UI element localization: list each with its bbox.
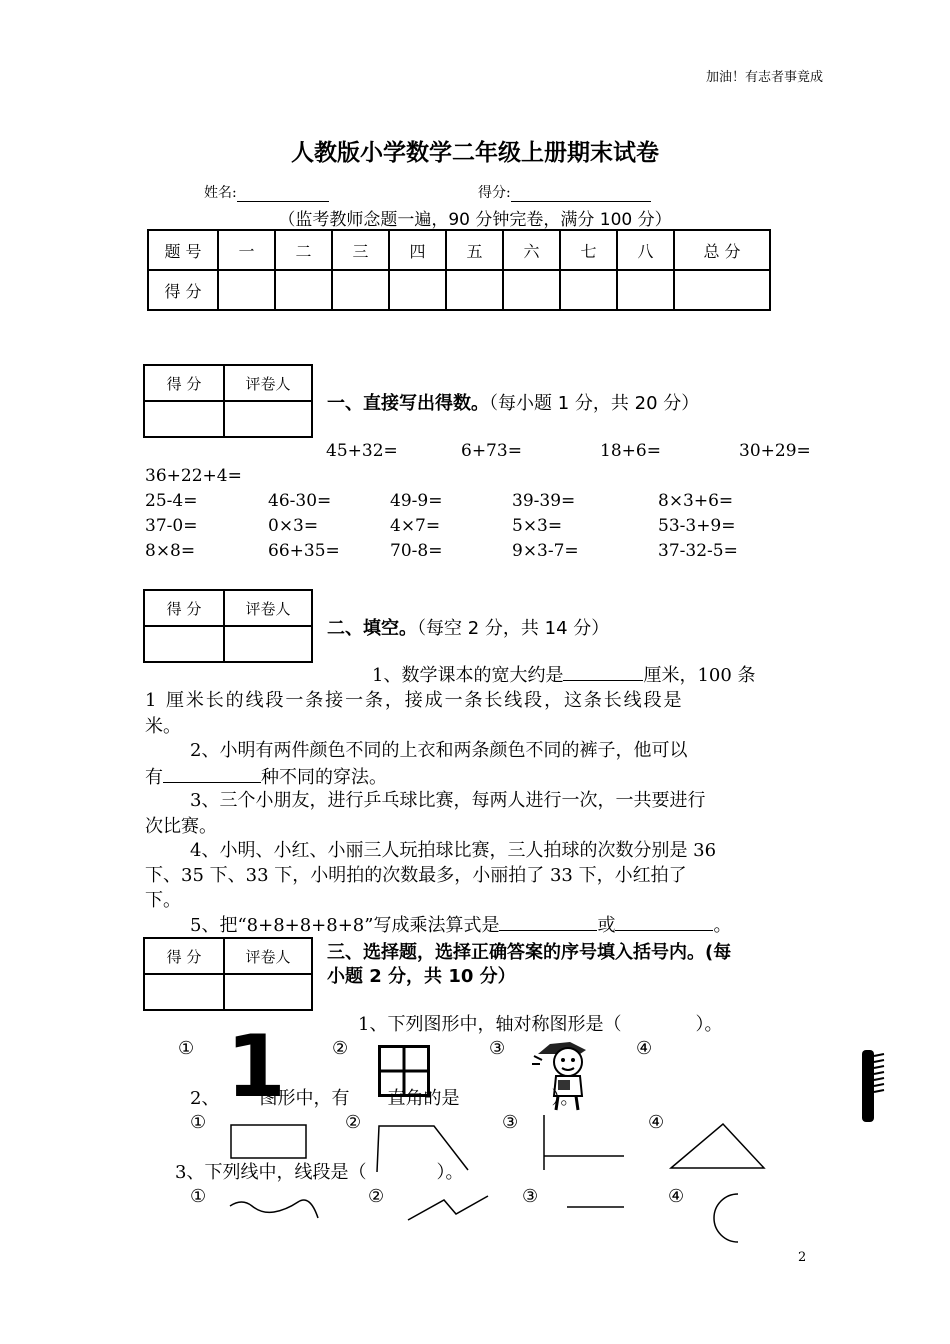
- grader-box: [143, 589, 313, 663]
- motto: 加油！有志者事竟成: [706, 70, 824, 85]
- q4-line1: 4、小明、小红、小丽三人玩拍球比赛，三人拍球的次数分别是 36: [190, 840, 717, 861]
- option-2[interactable]: ②: [368, 1186, 385, 1207]
- grader-name-cell[interactable]: [224, 401, 312, 437]
- option-1[interactable]: ①: [190, 1186, 207, 1207]
- s3-q2-text: 2、: [190, 1088, 220, 1109]
- arc-line: [708, 1192, 742, 1246]
- section2-points: （每空 2 分，共 14 分）: [417, 618, 610, 639]
- option-3[interactable]: ③: [522, 1186, 539, 1207]
- s3-q3: [175, 1160, 463, 1186]
- q5-text: 5、把“8+8+8+8+8”写成乘法算式是: [190, 915, 500, 936]
- section3-title-line2: 小题 2 分，共 10 分）: [327, 966, 516, 987]
- s3-q1-end: ）。: [695, 1014, 723, 1035]
- s3-q2-text: 直角的是: [387, 1088, 460, 1109]
- answer-blank[interactable]: [615, 912, 713, 931]
- calc-item: 49-9=: [390, 491, 443, 511]
- option-4[interactable]: ④: [668, 1186, 685, 1207]
- q2-line1: 2、小明有两件颜色不同的上衣和两条颜色不同的裤子，他可以: [190, 740, 688, 761]
- calc-item: 36+22+4=: [145, 466, 242, 486]
- name-field: [204, 182, 329, 202]
- grader-score-cell[interactable]: [144, 401, 224, 437]
- score-cell[interactable]: [617, 270, 674, 310]
- header-cell: 七: [560, 230, 617, 270]
- option-2[interactable]: ②: [345, 1112, 362, 1133]
- calc-item: 8×3+6=: [658, 491, 734, 511]
- q1-line1: [372, 662, 756, 689]
- option-3[interactable]: ③: [489, 1038, 506, 1059]
- score-table: [147, 229, 771, 311]
- section1-heading: 一、直接写出得数。: [327, 393, 489, 414]
- calc-item: 37-0=: [145, 516, 198, 536]
- grader-name-cell[interactable]: [224, 626, 312, 662]
- q2-text: 种不同的穿法。: [261, 767, 387, 788]
- s3-q1-text: 1、下列图形中，轴对称图形是（: [358, 1014, 622, 1035]
- calc-item: 30+29=: [739, 441, 811, 461]
- q4-line3: 下。: [145, 890, 181, 911]
- grader-box: [143, 364, 313, 438]
- score-table-row: [148, 270, 770, 310]
- answer-blank[interactable]: [163, 764, 261, 783]
- name-label: 姓名:: [204, 185, 237, 201]
- calc-item: 9×3-7=: [512, 541, 579, 561]
- rectangle-shape: [230, 1124, 308, 1160]
- s3-q2-end: ）。: [551, 1088, 579, 1109]
- q1-text: 厘米，100 条: [643, 665, 756, 686]
- answer-blank[interactable]: [563, 662, 643, 681]
- q3-line1: 3、三个小朋友，进行乒乓球比赛，每两人进行一次，一共要进行: [190, 790, 706, 811]
- calc-item: 4×7=: [390, 516, 441, 536]
- score-label: 得分:: [478, 185, 511, 201]
- comb-icon: [858, 1048, 888, 1126]
- line-segment: [566, 1204, 626, 1210]
- calc-item: 8×8=: [145, 541, 196, 561]
- grader-score-cell[interactable]: [144, 626, 224, 662]
- option-4[interactable]: ④: [636, 1038, 653, 1059]
- s3-q2-text: 图形中，有: [259, 1088, 350, 1109]
- score-cell[interactable]: [446, 270, 503, 310]
- grader-score-cell[interactable]: [144, 974, 224, 1010]
- name-blank[interactable]: [237, 187, 329, 202]
- calc-item: 18+6=: [600, 441, 661, 461]
- header-cell: 三: [332, 230, 389, 270]
- calc-item: 45+32=: [326, 441, 398, 461]
- curve-line: [228, 1196, 322, 1224]
- header-cell: 八: [617, 230, 674, 270]
- grader-name-label: 评卷人: [224, 365, 312, 401]
- header-cell: 一: [218, 230, 275, 270]
- q5-text: 。: [713, 915, 732, 936]
- digit-one-figure: 1: [226, 1017, 286, 1117]
- header-cell: 二: [275, 230, 332, 270]
- zigzag-line: [406, 1192, 492, 1224]
- s3-q2: [190, 1086, 578, 1112]
- q4-line2: 下、35 下、33 下，小明拍的次数最多，小丽拍了 33 下，小红拍了: [145, 865, 687, 886]
- score-cell[interactable]: [275, 270, 332, 310]
- section1-points: （每小题 1 分，共 20 分）: [489, 393, 700, 414]
- score-field: [478, 182, 651, 202]
- section3-title-line1: 三、选择题，选择正确答案的序号填入括号内。(每: [327, 942, 732, 963]
- calc-item: 25-4=: [145, 491, 198, 511]
- header-cell: 总 分: [674, 230, 770, 270]
- section2-heading: 二、填空。: [327, 618, 417, 639]
- grader-name-label: 评卷人: [224, 590, 312, 626]
- header-cell: 六: [503, 230, 560, 270]
- score-cell[interactable]: [389, 270, 446, 310]
- option-2[interactable]: ②: [332, 1038, 349, 1059]
- score-cell[interactable]: [332, 270, 389, 310]
- section1-title: [327, 389, 699, 415]
- q2-text: 有: [145, 767, 163, 788]
- calc-item: 39-39=: [512, 491, 576, 511]
- score-cell[interactable]: [560, 270, 617, 310]
- row-label: 得 分: [148, 270, 218, 310]
- section2-title: [327, 614, 609, 640]
- score-blank[interactable]: [511, 187, 651, 202]
- s3-q1: [358, 1012, 722, 1038]
- right-angle-shape: [542, 1114, 628, 1172]
- s3-q3-text: 3、下列线中，线段是（: [175, 1162, 367, 1183]
- grader-box: [143, 937, 313, 1011]
- exam-note: （监考教师念题一遍，90 分钟完卷，满分 100 分）: [278, 210, 672, 230]
- grader-score-label: 得 分: [144, 938, 224, 974]
- option-3[interactable]: ③: [502, 1112, 519, 1133]
- q2-line2: [145, 764, 387, 791]
- calc-item: 0×3=: [268, 516, 319, 536]
- calc-item: 70-8=: [390, 541, 443, 561]
- calc-item: 46-30=: [268, 491, 332, 511]
- triangle-shape: [668, 1122, 768, 1172]
- q5-line: [190, 912, 731, 939]
- score-table-header: [148, 230, 770, 270]
- grader-name-label: 评卷人: [224, 938, 312, 974]
- calc-item: 5×3=: [512, 516, 563, 536]
- calc-item: 37-32-5=: [658, 541, 738, 561]
- score-cell[interactable]: [674, 270, 770, 310]
- score-cell[interactable]: [218, 270, 275, 310]
- option-4[interactable]: ④: [648, 1112, 665, 1133]
- header-cell: 五: [446, 230, 503, 270]
- grader-score-label: 得 分: [144, 365, 224, 401]
- option-1[interactable]: ①: [190, 1112, 207, 1133]
- grader-score-label: 得 分: [144, 590, 224, 626]
- option-1[interactable]: ①: [178, 1038, 195, 1059]
- calc-item: 66+35=: [268, 541, 340, 561]
- q1-line2: 1 厘米长的线段一条接一条，接成一条长线段，这条长线段是: [145, 690, 684, 711]
- q1-line3: 米。: [145, 716, 181, 737]
- header-cell: 四: [389, 230, 446, 270]
- score-cell[interactable]: [503, 270, 560, 310]
- calc-item: 53-3+9=: [658, 516, 736, 536]
- header-cell: 题 号: [148, 230, 218, 270]
- answer-blank[interactable]: [499, 912, 597, 931]
- q3-line2: 次比赛。: [145, 816, 217, 837]
- page-number: 2: [798, 1250, 807, 1265]
- calc-item: 6+73=: [461, 441, 522, 461]
- q5-text: 或: [597, 915, 616, 936]
- q1-text: 1、数学课本的宽大约是: [372, 665, 564, 686]
- s3-q3-end: ）。: [436, 1162, 464, 1183]
- page-title: 人教版小学数学二年级上册期末试卷: [291, 140, 659, 166]
- grader-name-cell[interactable]: [224, 974, 312, 1010]
